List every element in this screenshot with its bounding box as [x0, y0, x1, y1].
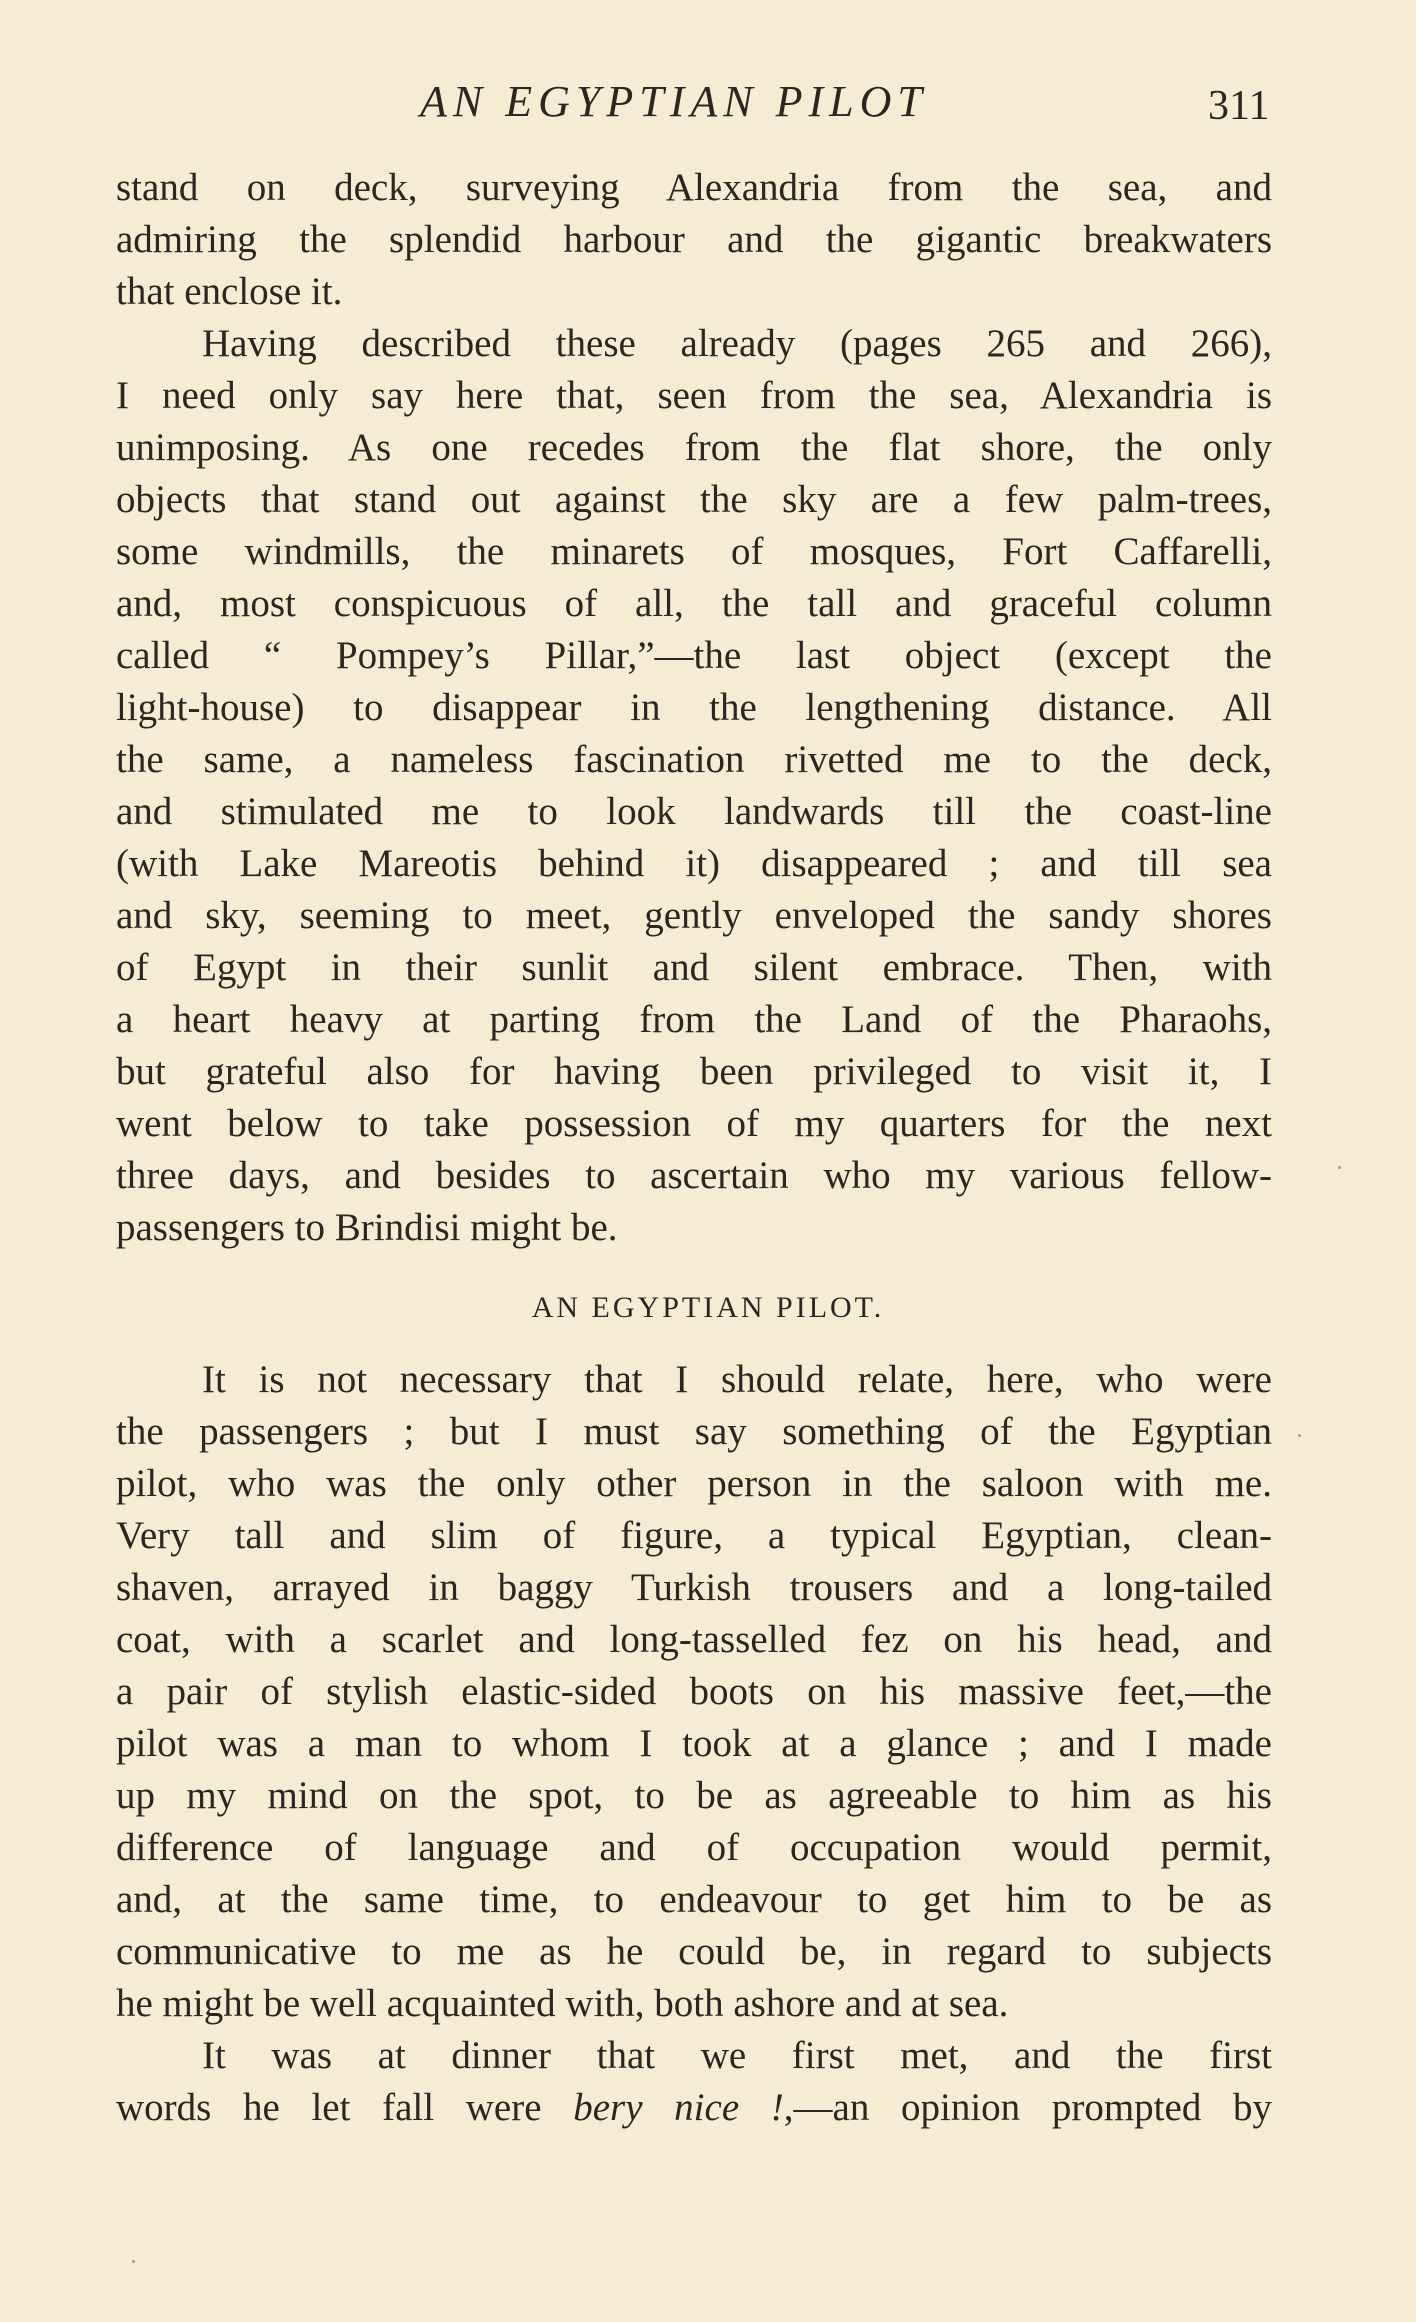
text-line: he might be well acquainted with, both ashore and at sea. [116, 1982, 1009, 2025]
text-line: Very tall and slim of figure, a typical Egyptian, clean- [116, 1514, 1272, 1557]
text-line: I need only say here that, seen from the sea, Alexandria is [116, 374, 1272, 417]
running-title: AN EGYPTIAN PILOT [420, 77, 928, 126]
text-line: a heart heavy at parting from the Land of the Pharaohs, [116, 998, 1272, 1041]
paragraph-dinner [116, 2030, 1272, 2134]
text-line: light-house) to disappear in the lengthening distance. All [116, 686, 1272, 729]
pilot-text-block [116, 1354, 1272, 2030]
text-line: unimposing. As one recedes from the flat shore, the only [116, 426, 1272, 469]
text-line: a pair of stylish elastic-sided boots on his massive feet,—the [116, 1670, 1272, 1713]
text-line: and stimulated me to look landwards till the coast-line [116, 790, 1272, 833]
text-line: the same, a nameless fascination rivetted me to the deck, [116, 738, 1272, 781]
text-line: It was at dinner that we first met, and the first [202, 2034, 1272, 2077]
text-line: It is not necessary that I should relate, here, who were [202, 1358, 1272, 1401]
text-line: the passengers ; but I must say something of the Egyptian [116, 1410, 1272, 1453]
paragraph-alexandria [116, 318, 1272, 1254]
text-line: (with Lake Mareotis behind it) disappeared ; and till sea [116, 842, 1272, 885]
paragraph-continuation [116, 162, 1272, 318]
opening-text-block [116, 162, 1272, 1254]
text-line: went below to take possession of my quarters for the next [116, 1102, 1272, 1145]
text-line: passengers to Brindisi might be. [116, 1206, 618, 1249]
text-fragment: ,—an opinion prompted by [783, 2086, 1272, 2129]
text-line: and sky, seeming to meet, gently enveloped the sandy shores [116, 894, 1272, 937]
text-line: stand on deck, surveying Alexandria from the sea, and [116, 166, 1272, 209]
text-line: admiring the splendid harbour and the gigantic breakwaters [116, 218, 1272, 261]
text-line: communicative to me as he could be, in regard to subjects [116, 1930, 1272, 1973]
text-line: and, most conspicuous of all, the tall and graceful column [116, 582, 1272, 625]
text-line: but grateful also for having been privileged to visit it, I [116, 1050, 1272, 1093]
paper-speck [1298, 1434, 1301, 1437]
text-line-mixed [116, 2082, 1272, 2134]
text-line: three days, and besides to ascertain who my various fellow- [116, 1154, 1272, 1197]
section-heading: AN EGYPTIAN PILOT. [531, 1291, 885, 1324]
text-line: pilot was a man to whom I took at a glance ; and I made [116, 1722, 1272, 1765]
text-line: up my mind on the spot, to be as agreeable to him as his [116, 1774, 1272, 1817]
text-line: of Egypt in their sunlit and silent embrace. Then, with [116, 946, 1272, 989]
paper-speck [132, 2260, 135, 2263]
running-header [0, 72, 1416, 132]
text-line: that enclose it. [116, 270, 343, 313]
text-line: objects that stand out against the sky are a few palm-trees, [116, 478, 1272, 521]
dinner-text-block [116, 2030, 1272, 2134]
text-line: shaven, arrayed in baggy Turkish trousers and a long-tailed [116, 1566, 1272, 1609]
text-fragment: words he let fall were [116, 2086, 574, 2129]
text-line: Having described these already (pages 265 and 266), [202, 322, 1272, 365]
paper-speck [1338, 1166, 1341, 1169]
text-line: difference of language and of occupation would permit, [116, 1826, 1272, 1869]
page-number: 311 [1208, 83, 1270, 129]
text-line: and, at the same time, to endeavour to get him to be as [116, 1878, 1272, 1921]
text-line: pilot, who was the only other person in the saloon with me. [116, 1462, 1272, 1505]
text-line: some windmills, the minarets of mosques, Fort Caffarelli, [116, 530, 1272, 573]
text-line: called “ Pompey’s Pillar,”—the last object (except the [116, 634, 1272, 677]
italic-quote: bery nice ! [573, 2086, 784, 2129]
text-line: coat, with a scarlet and long-tasselled fez on his head, and [116, 1618, 1272, 1661]
paragraph-pilot [116, 1354, 1272, 2030]
